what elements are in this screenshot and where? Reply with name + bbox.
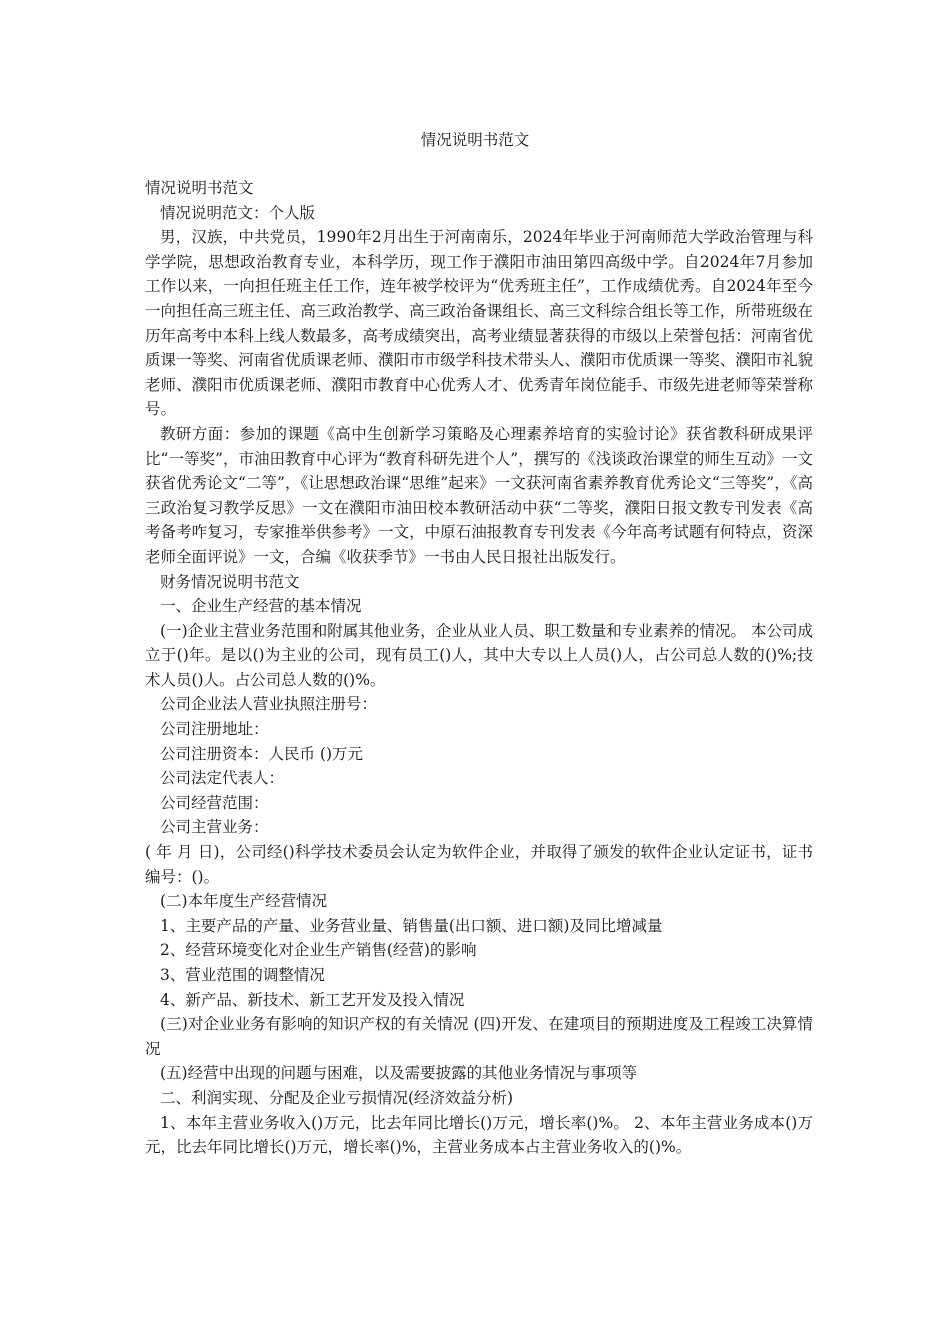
paragraph: 男，汉族，中共党员，1990年2月出生于河南南乐，2024年毕业于河南师范大学政治管理与科学学院，思想政治教育专业，本科学历，现工作于濮阳市油田第四高级中学。自2024年7月参加工作以来，一向担任班主任工作，连年被学校评为“优秀班主任”，工作成绩优秀。自2024年至今一向担任高三班主任、高三政治教学、高三政治备课组长、高三文科综合组长等工作，所带班级在历年高考中本科上线人数最多，高考成绩突出，高考业绩显著获得的市级以上荣誉包括：河南省优质课一等奖、河南省优质课老师、濮阳市市级学科技术带头人、濮阳市优质课一等奖、濮阳市礼貌老师、濮阳市优质课老师、濮阳市教育中心优秀人才、优秀青年岗位能手、市级先进老师等荣誉称号。 (145, 228, 813, 419)
document-title: 情况说明书范文 (420, 131, 530, 149)
paragraph: 1、本年主营业务收入()万元，比去年同比增长()万元，增长率()%。 2、本年主营业务成本()万元，比去年同比增长()万元，增长率()%，主营业务成本占主营业务收入的()%。 (145, 1113, 813, 1157)
paragraph: 公司主营业务： (160, 818, 269, 837)
paragraph: ( 年 月 日)，公司经()科学技术委员会认定为软件企业，并取得了颁发的软件企业认定证书，证书编号：()。 (145, 843, 813, 886)
paragraph: 3、营业范围的调整情况 (160, 966, 325, 984)
paragraph: 二、利润实现、分配及企业亏损情况(经济效益分析) (160, 1088, 514, 1107)
paragraph: 公司注册地址： (160, 720, 269, 739)
paragraph: 公司经营范围： (160, 793, 269, 812)
paragraph: 2、经营环境变化对企业生产销售(经营)的影响 (160, 941, 477, 960)
paragraph: (五)经营中出现的问题与困难，以及需要披露的其他业务情况与事项等 (160, 1064, 638, 1083)
paragraph: 公司注册资本：人民币 ()万元 (160, 744, 364, 763)
paragraph: 4、新产品、新技术、新工艺开发及投入情况 (160, 990, 465, 1009)
paragraph: 公司法定代表人： (160, 769, 285, 788)
paragraph: (三)对企业业务有影响的知识产权的有关情况 (四)开发、在建项目的预期进度及工程竣工决算情况 (145, 1015, 813, 1058)
paragraph: 公司企业法人营业执照注册号： (160, 695, 378, 714)
document-body (145, 176, 813, 1160)
paragraph: 情况说明书范文 (145, 179, 254, 197)
paragraph: 1、主要产品的产量、业务营业量、销售量(出口额、进口额)及同比增减量 (160, 916, 663, 935)
paragraph: 财务情况说明书范文 (160, 572, 300, 591)
paragraph: 教研方面：参加的课题《高中生创新学习策略及心理素养培育的实验讨论》获省教科研成果评比“一等奖”，市油田教育中心评为“教育科研先进个人”，撰写的《浅谈政治课堂的师生互动》一文获省优秀论文“二等”，《让思想政治课“思维”起来》一文获河南省素养教育优秀论文“三等奖”，《高三政治复习教学反思》一文在濮阳市油田校本教研活动中获“二等奖，濮阳日报文教专刊发表《高考备考咋复习，专家推举供参考》一文，中原石油报教育专刊发表《今年高考试题有何特点，资深老师全面评说》一文，合编《收获季节》一书由人民日报社出版发行。 (145, 424, 813, 566)
paragraph: (二)本年度生产经营情况 (160, 892, 328, 911)
paragraph: 一、企业生产经营的基本情况 (160, 597, 362, 616)
paragraph: 情况说明范文：个人版 (160, 203, 316, 222)
paragraph: (一)企业主营业务范围和附属其他业务，企业从业人员、职工数量和专业素养的情况。 本公司成立于()年。是以()为主业的公司，现有员工()人，其中大专以上人员()人，占公司总人数的()%;技术人员()人。占公司总人数的()%。 (145, 621, 813, 689)
